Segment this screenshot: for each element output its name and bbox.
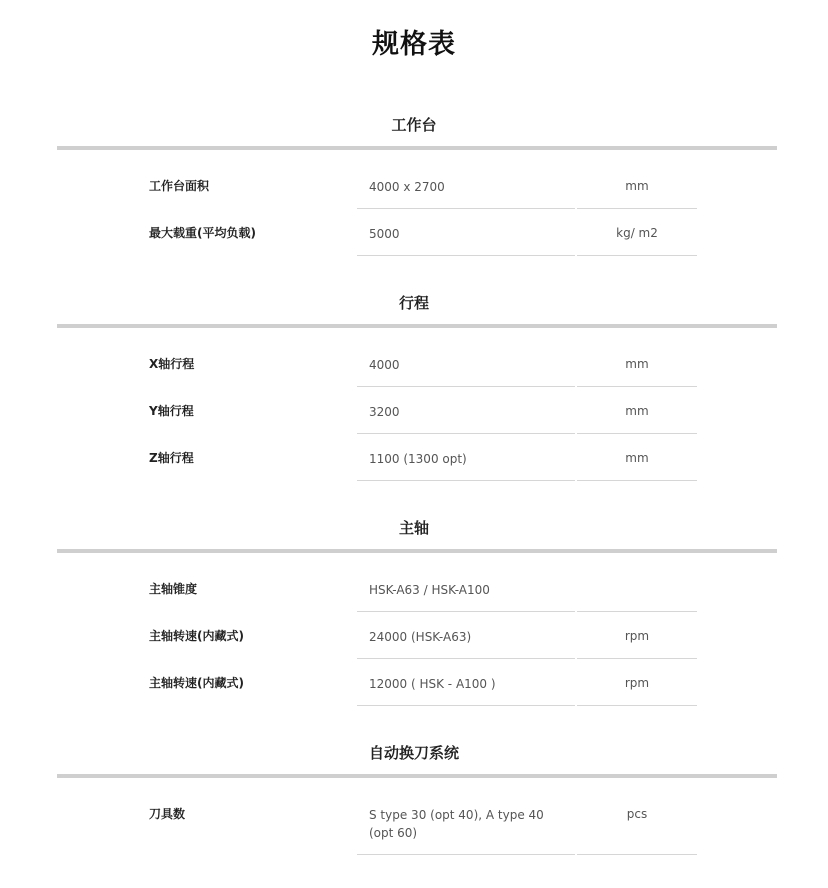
row-divider <box>577 854 697 855</box>
spec-row <box>0 346 828 393</box>
spec-row <box>0 571 828 618</box>
row-divider <box>357 255 575 256</box>
section-title: 自动换刀系统 <box>368 744 459 762</box>
section-divider <box>57 324 777 328</box>
spec-value: 5000 <box>369 227 400 241</box>
section-worktable <box>0 114 828 136</box>
section-title: 行程 <box>398 294 429 312</box>
section-divider <box>57 146 777 150</box>
row-divider <box>577 480 697 481</box>
spec-row <box>0 440 828 487</box>
row-divider <box>577 208 697 209</box>
spec-label: 工作台面积 <box>149 179 210 193</box>
spec-row <box>0 393 828 440</box>
spec-unit: kg/ m2 <box>616 226 658 240</box>
row-divider <box>357 433 575 434</box>
spec-label: X轴行程 <box>149 357 195 371</box>
spec-unit: rpm <box>624 676 650 690</box>
row-divider <box>577 705 697 706</box>
section-divider <box>57 549 777 553</box>
spec-label: 刀具数 <box>149 807 186 821</box>
spec-unit: pcs <box>626 807 648 821</box>
spec-value: 12000 ( HSK - A100 ) <box>369 677 496 691</box>
spec-row <box>0 618 828 665</box>
section-title: 主轴 <box>398 519 429 537</box>
spec-value: 24000 (HSK-A63) <box>369 630 472 644</box>
row-divider <box>357 705 575 706</box>
spec-label: 最大载重(平均负载) <box>149 226 256 240</box>
spec-unit: mm <box>625 179 649 193</box>
row-divider <box>577 611 697 612</box>
spec-value: 4000 x 2700 <box>369 180 445 194</box>
row-divider <box>577 255 697 256</box>
row-divider <box>357 611 575 612</box>
spec-label: 主轴转速(内藏式) <box>149 676 244 690</box>
row-divider <box>357 658 575 659</box>
section-spindle <box>0 517 828 539</box>
row-divider <box>577 433 697 434</box>
section-divider <box>57 774 777 778</box>
row-divider <box>577 658 697 659</box>
page-title: 规格表 <box>372 29 456 60</box>
spec-label: Y轴行程 <box>149 404 194 418</box>
spec-value: 4000 <box>369 358 400 372</box>
section-travel <box>0 292 828 314</box>
spec-row <box>0 215 828 262</box>
spec-unit: mm <box>625 451 649 465</box>
spec-row <box>0 168 828 215</box>
row-divider <box>357 480 575 481</box>
row-divider <box>357 854 575 855</box>
section-atc <box>0 742 828 764</box>
spec-unit: mm <box>625 404 649 418</box>
row-divider <box>357 386 575 387</box>
spec-unit: rpm <box>624 629 650 643</box>
spec-unit: mm <box>625 357 649 371</box>
spec-label: 主轴转速(内藏式) <box>149 629 244 643</box>
section-title: 工作台 <box>391 116 437 134</box>
row-divider <box>357 208 575 209</box>
spec-value: 1100 (1300 opt) <box>369 452 467 466</box>
spec-label: Z轴行程 <box>149 451 194 465</box>
spec-row <box>0 796 828 858</box>
spec-row <box>0 665 828 712</box>
spec-value: HSK-A63 / HSK-A100 <box>369 583 490 597</box>
spec-value: 3200 <box>369 405 400 419</box>
spec-label: 主轴锥度 <box>149 582 198 596</box>
row-divider <box>577 386 697 387</box>
spec-value: S type 30 (opt 40), A type 40 (opt 60) <box>369 808 544 840</box>
